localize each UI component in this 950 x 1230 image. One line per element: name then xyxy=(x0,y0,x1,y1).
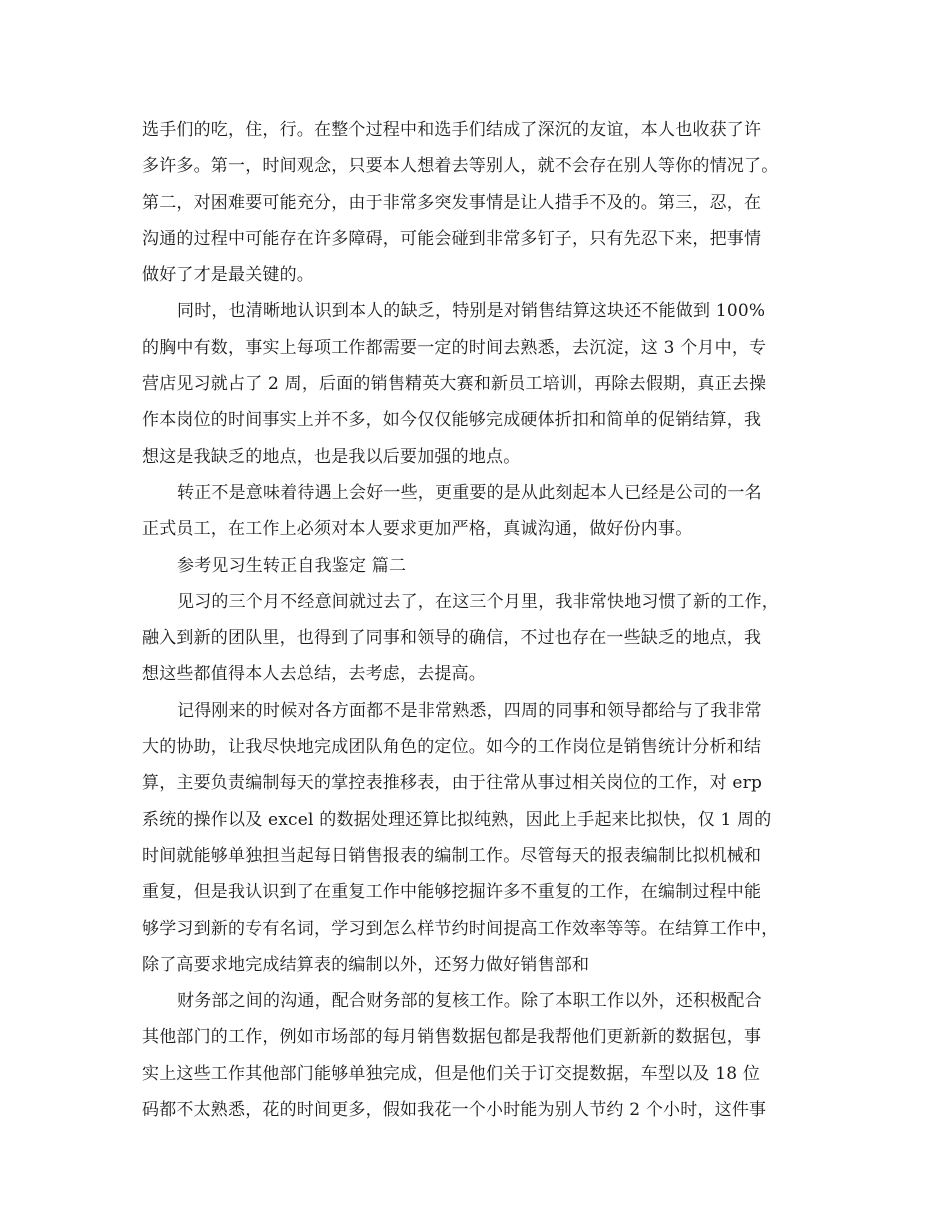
text-line: 除了高要求地完成结算表的编制以外，还努力做好销售部和 xyxy=(142,954,590,975)
text-line: 同时，也清晰地认识到本人的缺乏，特别是对销售结算这块还不能做到 100% xyxy=(177,301,766,322)
text-line: 时间就能够单独担当起每日销售报表的编制工作。尽管每天的报表编制比拟机械和 xyxy=(142,845,762,866)
text-line: 想这些都值得本人去总结，去考虑，去提高。 xyxy=(142,664,486,685)
text-line: 转正不是意味着待遇上会好一些，更重要的是从此刻起本人已经是公司的一名 xyxy=(177,482,762,503)
text-line: 见习的三个月不经意间就过去了，在这三个月里，我非常快地习惯了新的工作， xyxy=(177,591,779,612)
text-line: 的胸中有数，事实上每项工作都需要一定的时间去熟悉，去沉淀，这 3 个月中，专 xyxy=(142,337,767,358)
text-line: 沟通的过程中可能存在许多障碍，可能会碰到非常多钉子，只有先忍下来，把事情 xyxy=(142,228,762,249)
text-line: 重复，但是我认识到了在重复工作中能够挖掘许多不重复的工作，在编制过程中能 xyxy=(142,882,762,903)
document-body xyxy=(142,112,824,1128)
text-line: 第二，对困难要可能充分，由于非常多突发事情是让人措手不及的。第三，忍，在 xyxy=(142,192,762,213)
text-line: 够学习到新的专有名词，学习到怎么样节约时间提高工作效率等等。在结算工作中， xyxy=(142,918,779,939)
text-line: 大的协助，让我尽快地完成团队角色的定位。如今的工作岗位是销售统计分析和结 xyxy=(142,737,762,758)
text-line: 系统的操作以及 excel 的数据处理还算比拟纯熟，因此上手起来比拟快，仅 1 周的 xyxy=(142,809,772,830)
text-line: 想这是我缺乏的地点，也是我以后要加强的地点。 xyxy=(142,446,521,467)
text-line: 作本岗位的时间事实上并不多，如今仅仅能够完成硬体折扣和简单的促销结算，我 xyxy=(142,410,762,431)
text-line: 多许多。第一，时间观念，只要本人想着去等别人，就不会存在别人等你的情况了。 xyxy=(142,156,779,177)
text-line: 正式员工，在工作上必须对本人要求更加严格，真诚沟通，做好份内事。 xyxy=(142,519,693,540)
text-line: 其他部门的工作，例如市场部的每月销售数据包都是我帮他们更新新的数据包，事 xyxy=(142,1027,762,1048)
text-line: 营店见习就占了 2 周，后面的销售精英大赛和新员工培训，再除去假期，真正去操 xyxy=(142,374,767,395)
text-line: 码都不太熟悉，花的时间更多，假如我花一个小时能为别人节约 2 个小时，这件事 xyxy=(142,1100,767,1121)
text-line: 融入到新的团队里，也得到了同事和领导的确信，不过也存在一些缺乏的地点，我 xyxy=(142,628,762,649)
text-line: 算，主要负责编制每天的掌控表推移表，由于往常从事过相关岗位的工作，对 erp xyxy=(142,773,763,794)
text-line: 参考见习生转正自我鉴定 篇二 xyxy=(177,555,407,576)
text-line: 实上这些工作其他部门能够单独完成，但是他们关于订交提数据，车型以及 18 位 xyxy=(142,1063,761,1084)
text-line: 做好了才是最关键的。 xyxy=(142,265,314,286)
text-line: 记得刚来的时候对各方面都不是非常熟悉，四周的同事和领导都给与了我非常 xyxy=(177,700,762,721)
text-line: 财务部之间的沟通，配合财务部的复核工作。除了本职工作以外，还积极配合 xyxy=(177,991,762,1012)
text-line: 选手们的吃，住，行。在整个过程中和选手们结成了深沉的友谊，本人也收获了许 xyxy=(142,120,762,140)
